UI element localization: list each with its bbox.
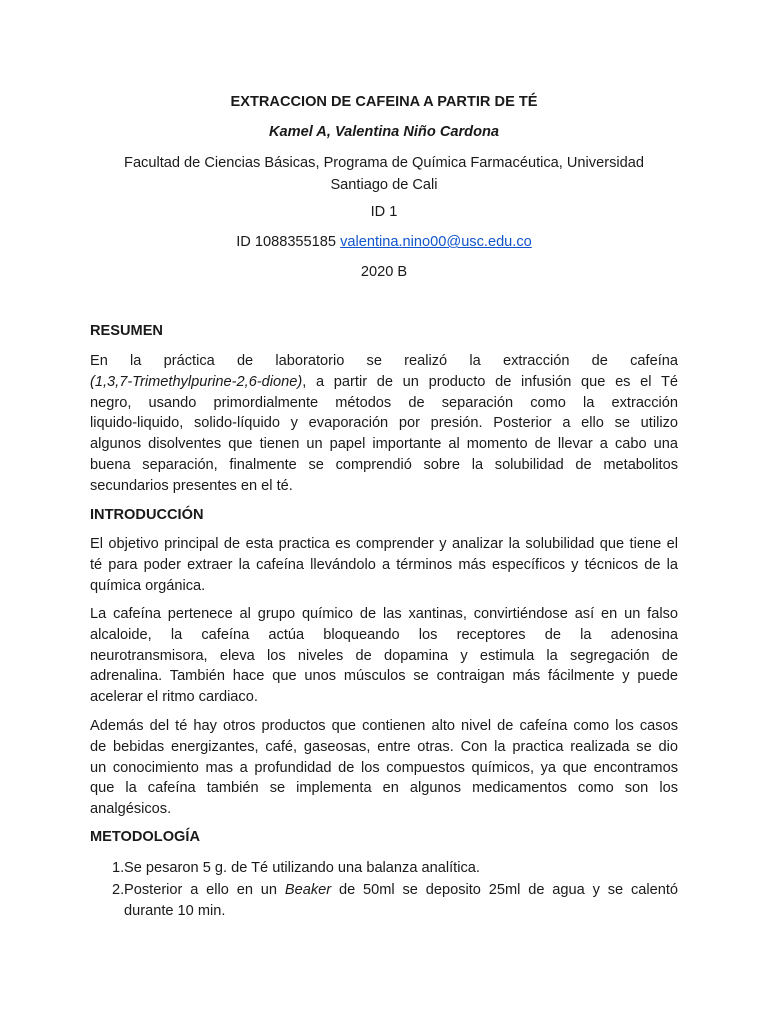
affiliation	[0, 153, 768, 196]
paragraph-line: La cafeína pertenece al grupo químico de las xantinas, convirtiéndose así en un falso	[90, 606, 678, 622]
paragraph-line: adrenalina. También hace que unos músculos se contraigan más fácilmente y puede	[90, 668, 678, 685]
methodology-list	[90, 858, 678, 921]
affiliation-line: Facultad de Ciencias Básicas, Programa de Química Farmacéutica, Universidad	[124, 155, 644, 171]
paragraph-line: liquido-liquido, solido-líquido y evaporación por presión. Posterior a ello se utilizo	[90, 415, 678, 432]
paragraph-line: té para poder extraer la cafeína llevándolo a términos más específicos y técnicos de la	[90, 556, 678, 573]
list-item	[90, 880, 678, 922]
section-heading-introduccion: INTRODUCCIÓN	[90, 507, 204, 523]
section-heading-metodologia: METODOLOGÍA	[90, 829, 200, 845]
list-number: 2.	[112, 881, 125, 898]
paragraph-line: de bebidas energizantes, café, gaseosas, entre otras. Con la practica realizada se dio	[90, 738, 678, 755]
affiliation-line: Santiago de Cali	[330, 176, 438, 193]
paragraph-line: un conocimiento mas a profundidad de los compuestos químicos, ya que encontramos	[90, 759, 678, 776]
authors: Kamel A, Valentina Niño Cardona	[268, 124, 500, 140]
paragraph-line: En la práctica de laboratorio se realizó la extracción de cafeína	[90, 353, 678, 369]
paragraph-line: negro, usando primordialmente métodos de separación como la extracción	[90, 394, 678, 411]
iupac-name: (1,3,7-Trimethylpurine-2,6-dione)	[90, 373, 303, 390]
list-item-text: Se pesaron 5 g. de Té utilizando una balanza analítica.	[124, 860, 480, 876]
paragraph-line: buena separación, finalmente se comprendió sobre la solubilidad de metabolitos	[90, 456, 678, 473]
intro-paragraph-2	[90, 604, 678, 708]
paragraph-line: química orgánica.	[90, 577, 206, 594]
paragraph-line: analgésicos.	[90, 801, 172, 818]
paragraph-line: acelerar el ritmo cardiaco.	[90, 689, 258, 706]
paragraph-line: El objetivo principal de esta practica es comprender y analizar la solubilidad que tiene el	[90, 536, 678, 552]
id-line: ID 1	[370, 204, 398, 220]
year: 2020 B	[360, 264, 408, 280]
id-email-line	[0, 234, 768, 250]
paragraph-line: secundarios presentes en el té.	[90, 477, 293, 494]
intro-paragraph-3	[90, 716, 678, 820]
beaker-term: Beaker	[284, 881, 332, 898]
document-title: EXTRACCION DE CAFEINA A PARTIR DE TÉ	[230, 94, 538, 110]
list-item-text: durante 10 min.	[124, 902, 226, 919]
paragraph-line: que la cafeína también se implementa en algunos medicamentos como son los	[90, 780, 678, 797]
list-item-text: Posterior a ello en un Beaker de 50ml se deposito 25ml de agua y se calentó	[124, 881, 679, 898]
paragraph-line: Además del té hay otros productos que contienen alto nivel de cafeína como los casos	[90, 718, 678, 734]
paragraph-line: algunos disolventes que tienen un papel importante al momento de llevar a cabo una	[90, 436, 678, 453]
paragraph-line: (1,3,7-Trimethylpurine-2,6-dione), a partir de un producto de infusión que es el Té	[90, 373, 678, 390]
intro-paragraph-1	[90, 534, 678, 596]
section-heading-resumen: RESUMEN	[90, 323, 163, 339]
email-link[interactable]: valentina.nino00@usc.edu.co	[340, 234, 532, 250]
list-item	[90, 858, 678, 879]
paragraph-line: alcaloide, la cafeína actúa bloqueando los receptores de la adenosina	[90, 626, 678, 643]
id-number: ID 1088355185	[236, 234, 337, 250]
list-number: 1.	[112, 860, 125, 876]
resumen-paragraph	[90, 351, 678, 497]
paragraph-line: neurotransmisora, eleva los niveles de dopamina y estimula la segregación de	[90, 647, 678, 664]
